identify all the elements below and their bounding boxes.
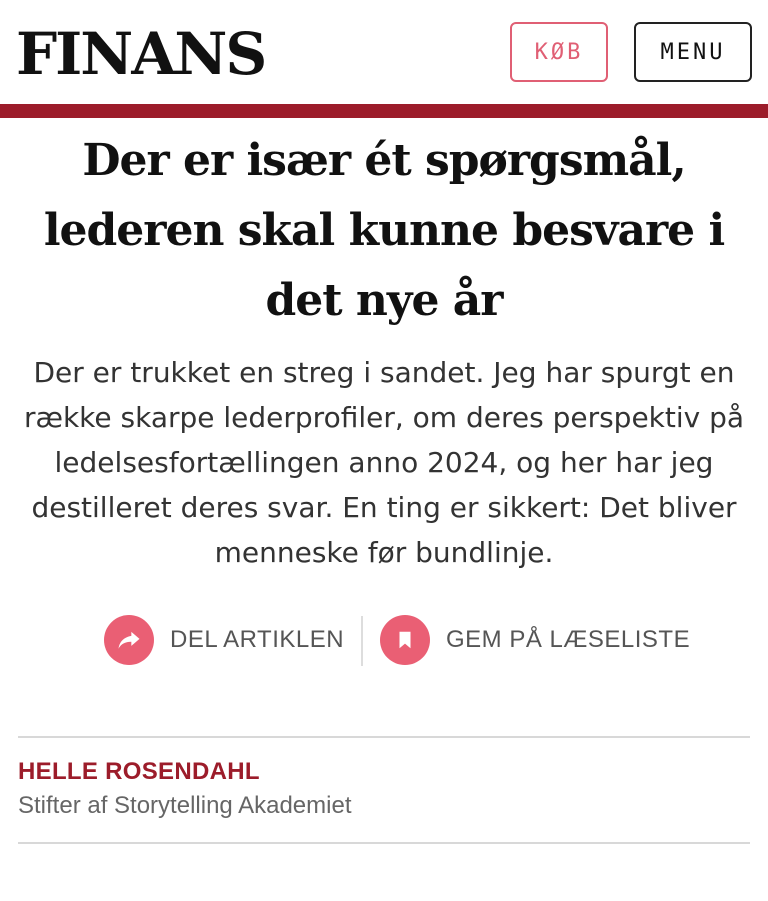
share-article-button[interactable] bbox=[104, 612, 344, 668]
share-article-label: DEL ARTIKLEN bbox=[170, 626, 345, 653]
buy-button[interactable]: KØB bbox=[510, 22, 608, 82]
header-accent-bar bbox=[0, 104, 768, 118]
save-to-reading-list-label: GEM PÅ LÆSELISTE bbox=[446, 626, 691, 653]
menu-button[interactable]: MENU bbox=[634, 22, 752, 82]
author-top-divider bbox=[18, 736, 750, 738]
article-actions bbox=[0, 612, 768, 668]
site-logo[interactable]: FINANS bbox=[16, 20, 266, 88]
author-name[interactable]: HELLE ROSENDAHL bbox=[18, 758, 260, 785]
author-bottom-divider bbox=[18, 842, 750, 844]
save-to-reading-list-button[interactable] bbox=[380, 612, 690, 668]
share-arrow-icon bbox=[104, 615, 154, 665]
actions-divider bbox=[361, 616, 363, 666]
bookmark-icon bbox=[380, 615, 430, 665]
site-header bbox=[0, 0, 768, 106]
article-lede: Der er trukket en streg i sandet. Jeg har spurgt en række skarpe lederprofiler, om deres perspektiv på ledelsesfortællingen anno 2024, og her har jeg destilleret deres svar. En ting er sikkert: Det bliver menneske før bundlinje. bbox=[23, 356, 745, 569]
author-title: Stifter af Storytelling Akademiet bbox=[18, 792, 352, 819]
article-headline: Der er især ét spørgsmål, lederen skal kunne besvare i det nye år bbox=[43, 135, 725, 326]
